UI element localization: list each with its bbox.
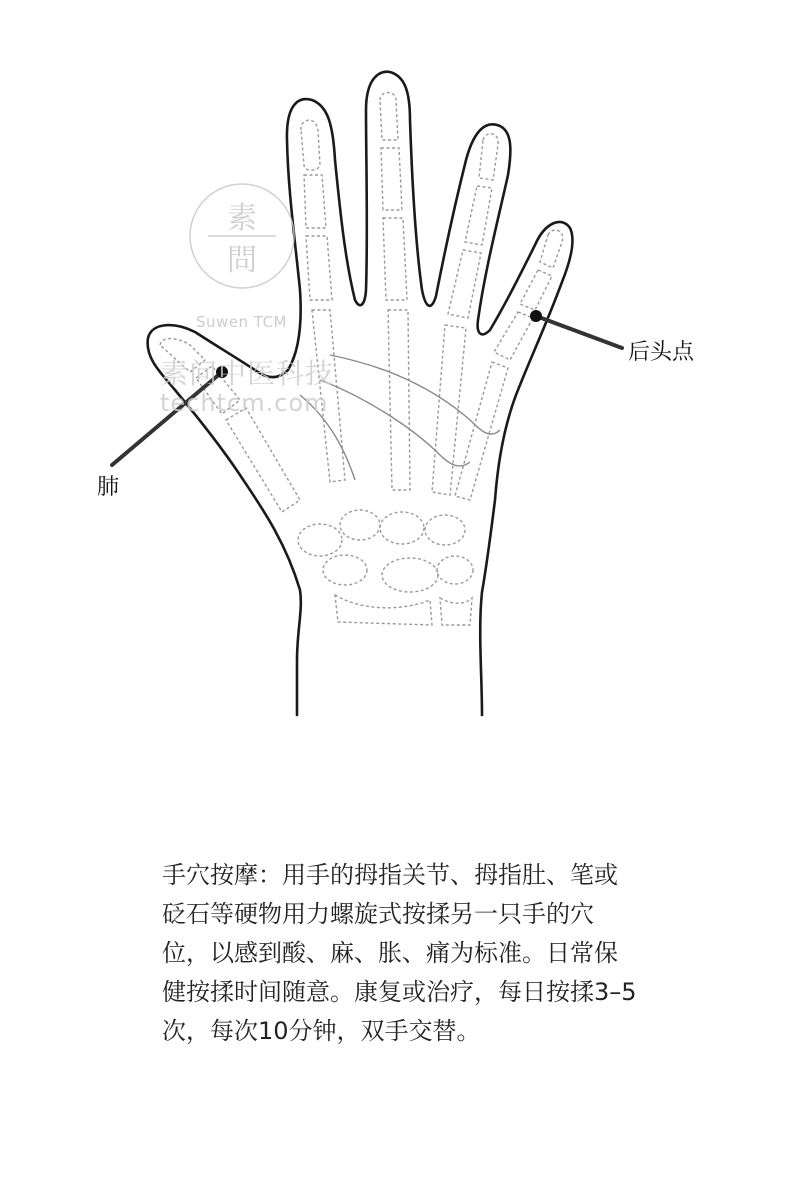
watermark-logo-char-top: 素 (227, 201, 257, 236)
acupoint-label-houtou: 后头点 (628, 340, 695, 365)
watermark-brand-en: Suwen TCM (196, 313, 287, 331)
marker-fei (216, 366, 228, 378)
bone-drawing (160, 93, 563, 626)
watermark-logo-char-bottom: 問 (227, 243, 257, 278)
massage-description: 手穴按摩：用手的拇指关节、拇指肚、笔或砭石等硬物用力螺旋式按揉另一只手的穴位，以感到酸、麻、胀、痛为标准。日常保健按揉时间随意。康复或治疗，每日按揉3–5次，每次10分钟，双手交替。 (162, 861, 637, 1045)
watermark-url: techtcm.com (160, 389, 329, 417)
marker-houtou (530, 310, 542, 322)
leader-line-fei (112, 372, 222, 465)
watermark-brand-cn: 素问中医科技 (160, 357, 335, 390)
hand-outline (148, 72, 573, 715)
leader-line-houtou (536, 316, 622, 348)
acupoint-label-fei: 肺 (97, 475, 120, 500)
palm-creases (300, 355, 500, 480)
